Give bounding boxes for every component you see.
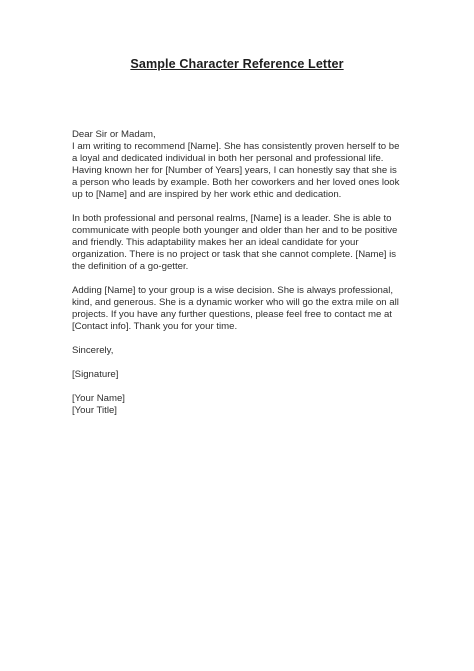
paragraph-2-line-2: communicate with people both younger and older than her and to be positive (72, 225, 398, 236)
paragraph-gap (72, 381, 412, 393)
paragraph-1-line-3: Having known her for [Number of Years] years, I can honestly say that she is (72, 165, 397, 176)
salutation: Dear Sir or Madam, (72, 129, 156, 140)
paragraph-1-line-5: up to [Name] and are inspired by her work ethic and dedication. (72, 189, 342, 200)
paragraph-2-line-3: and friendly. This adaptability makes her an ideal candidate for your (72, 237, 359, 248)
closing: Sincerely, (72, 345, 114, 356)
paragraph-1-line-4: a person who leads by example. Both her coworkers and her loved ones look (72, 177, 400, 188)
paragraph-1-line-2: a loyal and dedicated individual in both her personal and professional life. (72, 153, 384, 164)
paragraph-gap (72, 273, 412, 285)
letter-body (72, 129, 412, 417)
paragraph-2-line-5: the definition of a go-getter. (72, 261, 189, 272)
paragraph-1-line-1: I am writing to recommend [Name]. She has consistently proven herself to be (72, 141, 400, 152)
paragraph-3-line-3: projects. If you have any further questions, please feel free to contact me at (72, 309, 392, 320)
paragraph-3-line-4: [Contact info]. Thank you for your time. (72, 321, 238, 332)
paragraph-gap (72, 201, 412, 213)
signature-placeholder: [Signature] (72, 369, 119, 380)
paragraph-2-line-4: organization. There is no project or task that she cannot complete. [Name] is (72, 249, 397, 260)
paragraph-3-line-1: Adding [Name] to your group is a wise decision. She is always professional, (72, 285, 394, 296)
letter-title: Sample Character Reference Letter (130, 57, 344, 71)
paragraph-2-line-1: In both professional and personal realms, [Name] is a leader. She is able to (72, 213, 392, 224)
paragraph-gap (72, 333, 412, 345)
paragraph-3-line-2: kind, and generous. She is a dynamic worker who will go the extra mile on all (72, 297, 399, 308)
paragraph-gap (72, 357, 412, 369)
sender-title: [Your Title] (72, 405, 117, 416)
sender-name: [Your Name] (72, 393, 125, 404)
